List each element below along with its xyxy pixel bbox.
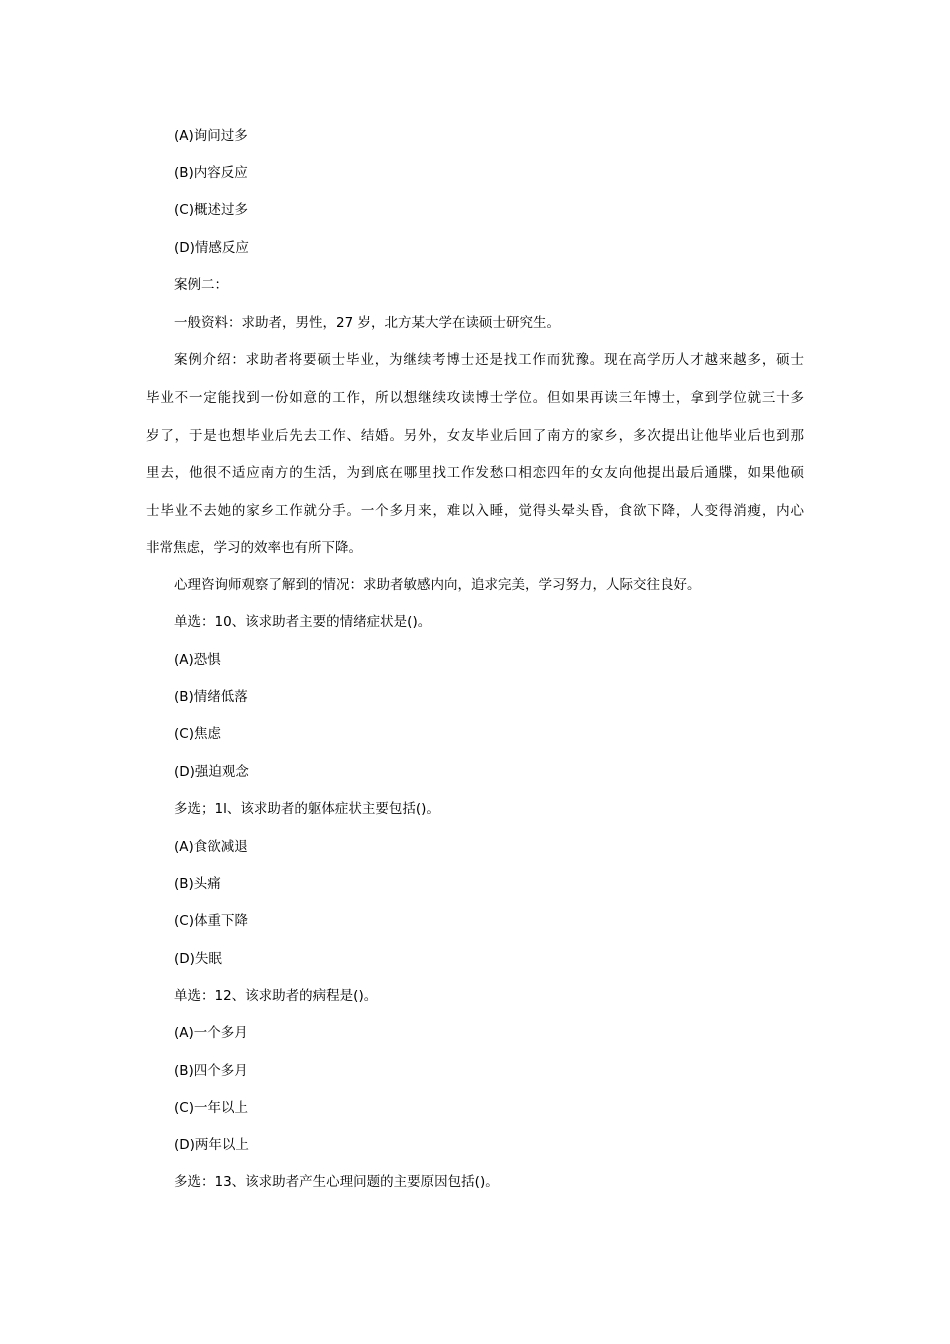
- question-10-option-a: (A)恐惧: [174, 652, 221, 668]
- question-10-option-d: (D)强迫观念: [174, 764, 249, 780]
- observation-line: 心理咨询师观察了解到的情况：求助者敏感内向，追求完美，学习努力，人际交往良好。: [174, 577, 701, 593]
- case-intro-line-4: 里去，他很不适应南方的生活，为到底在哪里找工作发愁口相恋四年的女友向他提出最后通牒，如果他硕: [146, 465, 804, 481]
- case-heading: 案例二：: [174, 277, 228, 293]
- question-12-option-b: (B)四个多月: [174, 1063, 248, 1079]
- question-11-option-a: (A)食欲减退: [174, 839, 248, 855]
- case-intro-line-1: 案例介绍：求助者将要硕士毕业，为继续考博士还是找工作而犹豫。现在高学历人才越来越多，硕士: [174, 352, 804, 368]
- case-intro-line-6: 非常焦虑，学习的效率也有所下降。: [146, 540, 362, 556]
- question-12-option-a: (A)一个多月: [174, 1025, 248, 1041]
- option-a-line: (A)询问过多: [174, 128, 248, 144]
- case-intro-line-2: 毕业不一定能找到一份如意的工作，所以想继续攻读博士学位。但如果再读三年博士，拿到学位就三十多: [146, 390, 804, 406]
- question-10-option-b: (B)情绪低落: [174, 689, 248, 705]
- question-11: 多选；1l、该求助者的躯体症状主要包括()。: [174, 801, 440, 817]
- case-intro-line-3: 岁了，于是也想毕业后先去工作、结婚。另外，女友毕业后回了南方的家乡，多次提出让他毕业后也到那: [146, 428, 804, 444]
- option-c-line: (C)概述过多: [174, 202, 248, 218]
- question-11-option-b: (B)头痛: [174, 876, 221, 892]
- question-13: 多选：13、该求助者产生心理问题的主要原因包括()。: [174, 1174, 499, 1190]
- general-info-line: 一般资料：求助者，男性，27 岁，北方某大学在读硕士研究生。: [174, 315, 560, 331]
- question-10: 单选：10、该求助者主要的情绪症状是()。: [174, 614, 432, 630]
- case-intro-line-5: 士毕业不去她的家乡工作就分手。一个多月来，难以入睡，觉得头晕头昏，食欲下降，人变得消瘦，内心: [146, 503, 804, 519]
- question-12-option-d: (D)两年以上: [174, 1137, 249, 1153]
- option-b-line: (B)内容反应: [174, 165, 248, 181]
- question-10-option-c: (C)焦虑: [174, 726, 221, 742]
- option-d-line: (D)情感反应: [174, 240, 249, 256]
- question-11-option-c: (C)体重下降: [174, 913, 248, 929]
- question-12: 单选：12、该求助者的病程是()。: [174, 988, 378, 1004]
- question-12-option-c: (C)一年以上: [174, 1100, 248, 1116]
- question-11-option-d: (D)失眠: [174, 951, 222, 967]
